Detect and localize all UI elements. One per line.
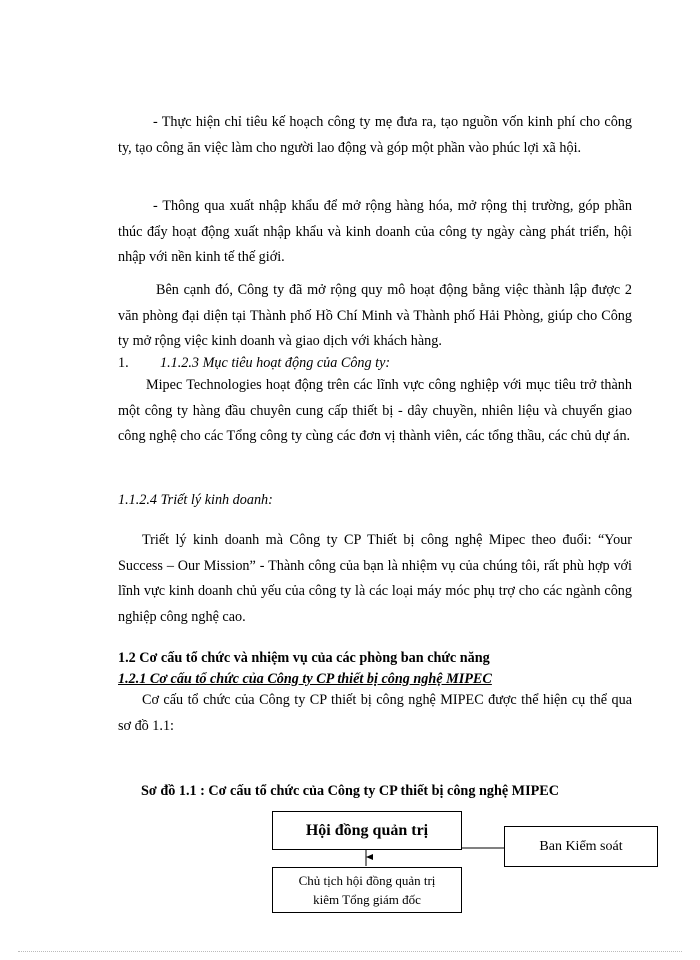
board-of-directors-box (272, 811, 462, 850)
chairman-ceo-box (272, 867, 462, 913)
supervisory-board-label: Ban Kiểm soát (539, 838, 623, 854)
paragraph-goals: Mipec Technologies hoạt động trên các lĩnh vực công nghiệp với mục tiêu trở thành một công ty hàng đầu chuyên cung cấp thiết bị - dây chuyền, nhiên liệu và chuyển giao công nghệ cho các Tổng công ty cùng các đơn vị thành viên, các tổng thầu, các chủ dự án. (118, 377, 632, 444)
paragraph-targets: - Thực hiện chỉ tiêu kế hoạch công ty mẹ đưa ra, tạo nguồn vốn kinh phí cho công ty, tạo công ăn việc làm cho người lao động và góp một phần vào phúc lợi xã hội. (118, 114, 632, 156)
page-bottom-divider (18, 951, 682, 952)
paragraph-import-export: - Thông qua xuất nhập khẩu để mở rộng hàng hóa, mở rộng thị trường, góp phần thúc đẩy hoạt động xuất nhập khẩu và kinh doanh của công ty ngày càng phát triển, hội nhập với nền kinh tế thế giới. (118, 198, 632, 265)
heading-number: 1. (118, 355, 129, 371)
heading-operating-goals: 1.1.2.3 Mục tiêu hoạt động của Công ty: (160, 355, 391, 371)
chairman-ceo-line2: kiêm Tổng giám đốc (313, 892, 421, 907)
connector-arrowhead (366, 854, 373, 860)
diagram-caption: Sơ đồ 1.1 : Cơ cấu tổ chức của Công ty CP thiết bị công nghệ MIPEC (141, 783, 559, 799)
paragraph-offices: Bên cạnh đó, Công ty đã mở rộng quy mô hoạt động bằng việc thành lập được 2 văn phòng đại diện tại Thành phố Hồ Chí Minh và Thành phố Hải Phòng, giúp cho Công ty mở rộng việc kinh doanh và giao dịch với khách hàng. (118, 282, 632, 349)
board-of-directors-label: Hội đồng quản trị (305, 821, 429, 839)
paragraph-philosophy: Triết lý kinh doanh mà Công ty CP Thiết bị công nghệ Mipec theo đuổi: “Your Success – Our Mission” - Thành công của bạn là nhiệm vụ của chúng tôi, rất phù hợp với lĩnh vực kinh doanh chủ yếu của công ty là các loại máy móc phụ trợ cho các ngành công nghiệp công nghệ cao. (118, 532, 632, 625)
chairman-ceo-line1: Chủ tịch hội đồng quản trị (298, 873, 436, 888)
heading-org-structure: 1.2 Cơ cấu tổ chức và nhiệm vụ của các phòng ban chức năng (118, 650, 490, 666)
supervisory-board-box (504, 826, 658, 867)
paragraph-diagram-intro: Cơ cấu tổ chức của Công ty CP thiết bị công nghệ MIPEC được thể hiện cụ thể qua sơ đồ 1.1: (118, 692, 632, 734)
heading-business-philosophy: 1.1.2.4 Triết lý kinh doanh: (118, 492, 273, 508)
heading-org-structure-company: 1.2.1 Cơ cấu tổ chức của Công ty CP thiết bị công nghệ MIPEC (118, 671, 492, 687)
